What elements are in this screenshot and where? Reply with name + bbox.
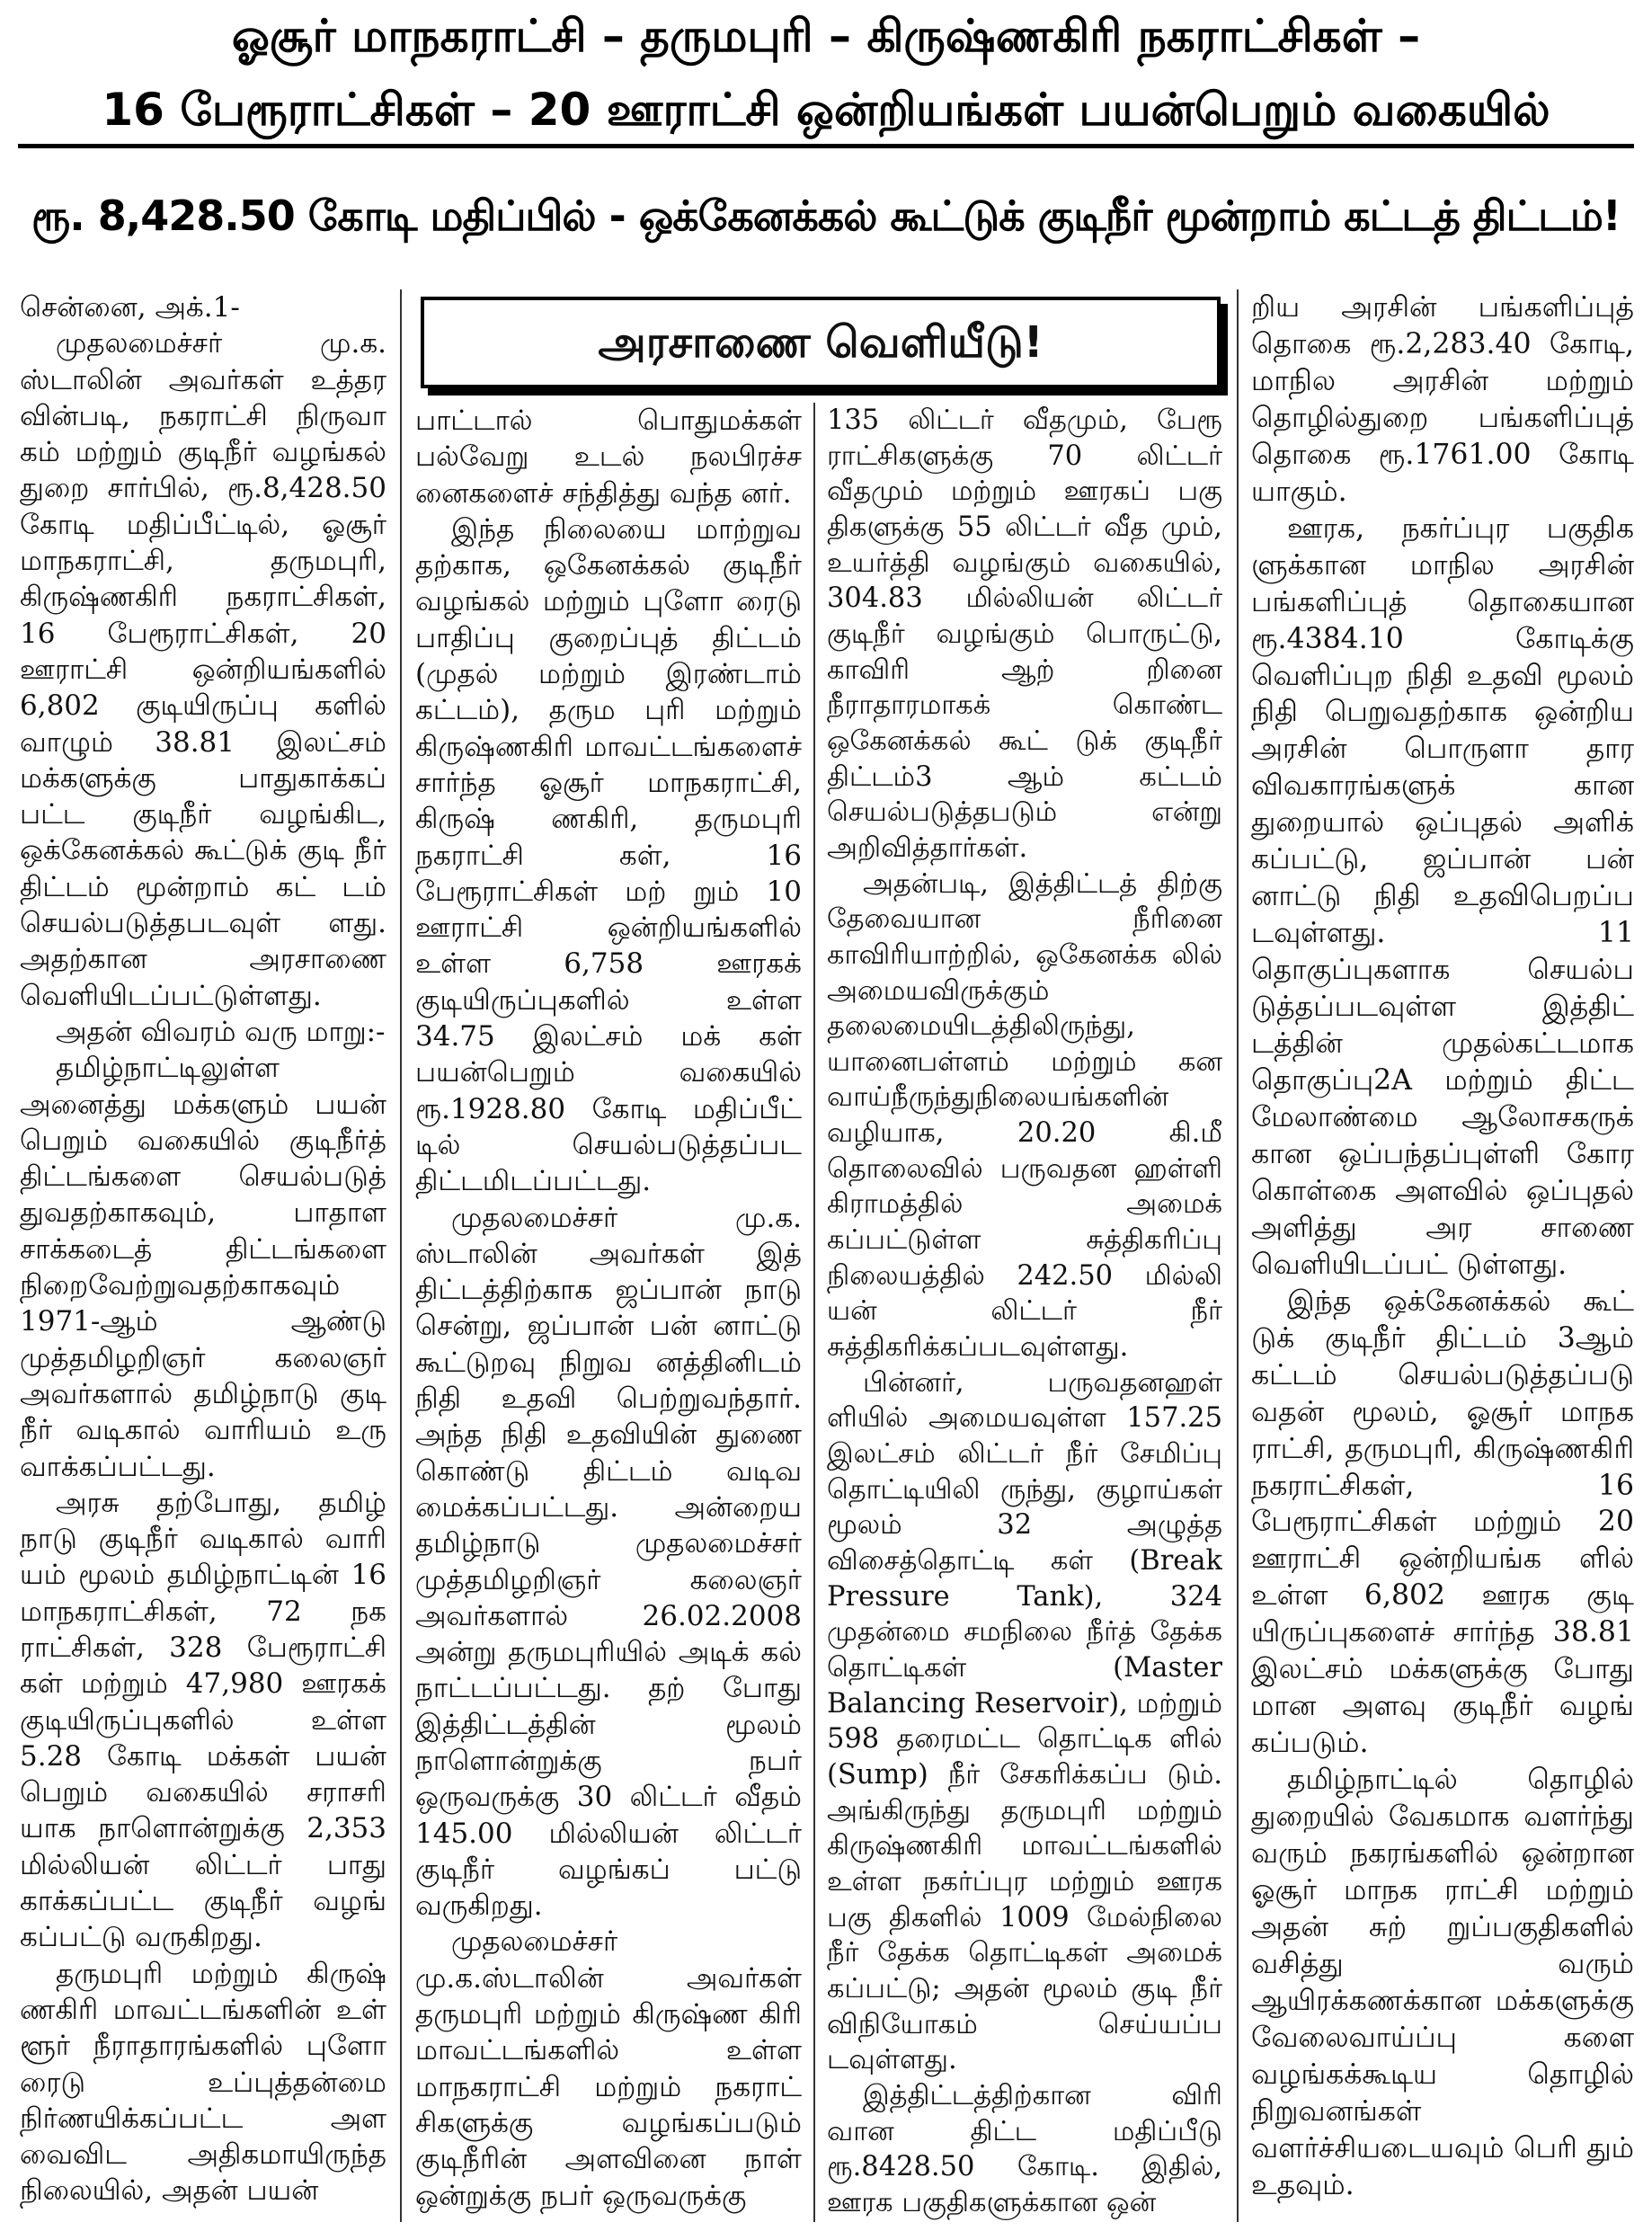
article-paragraph: இத்திட்டத்திற்கான விரி வான திட்ட மதிப்பீடு ரூ.8428.50 கோடி. இதில், ஊரக பகுதிகளுக்கான ஒன் xyxy=(827,2079,1222,2218)
article-paragraph: பின்னர், பருவதனஹள் ளியில் அமையவுள்ள 157.25 இலட்சம் லிட்டர் நீர் சேமிப்பு தொட்டியிலி ருந்து, குழாய்கள் மூலம் 32 அழுத்த விசைத்தொட்டி கள் (Break Pressure Tank), 324 முதன்மை சமநிலை நீர்த் தேக்க தொட்டிகள் (Master Balancing Reservoir), மற்றும் 598 தரைமட்ட தொட்டிக ளில் (Sump) நீர் சேகரிக்கப்ப டும். அங்கிருந்து தருமபுரி மற்றும் கிருஷ்ணகிரி மாவட்டங்களில் உள்ள நகர்ப்புர மற்றும் ஊரக பகு திகளில் 1009 மேல்நிலை நீர் தேக்க தொட்டிகள் அமைக் கப்பட்டு; அதன் மூலம் குடி நீர் விநியோகம் செய்யப்ப டவுள்ளது. xyxy=(827,1366,1222,2076)
headline-main: ரூ. 8,428.50 கோடி மதிப்பில் - ஒக்கேனக்கல் கூட்டுக் குடிநீர் மூன்றாம் கட்டத் திட்டம்! xyxy=(31,191,1621,240)
article-column-3 xyxy=(827,403,1222,2222)
article-paragraph: முதலமைச்சர் மு.க.ஸ்டாலின் அவர்கள் தருமபுரி மற்றும் கிருஷ்ண கிரி மாவட்டங்களில் உள்ள மாநகராட்சி மற்றும் நகராட் சிகளுக்கு வழங்கப்படும் குடிநீரின் அளவினை நாள் ஒன்றுக்கு நபர் ஒருவருக்கு xyxy=(415,1925,802,2212)
article-paragraph: ஊரக, நகர்ப்புர பகுதிக ளுக்கான மாநில அரசின் பங்களிப்புத் தொகையான ரூ.4384.10 கோடிக்கு வெளிப்புற நிதி உதவி மூலம் நிதி பெறுவதற்காக ஒன்றிய அரசின் பொருளா தார விவகாரங்களுக் கான துறையால் ஒப்புதல் அளிக் கப்பட்டு, ஜப்பான் பன் னாட்டு நிதி உதவிபெறப்ப டவுள்ளது. 11 தொகுப்புகளாக செயல்ப டுத்தப்படவுள்ள இத்திட் டத்தின் முதல்கட்டமாக தொகுப்பு2A மற்றும் திட்ட மேலாண்மை ஆலோசகருக் கான ஒப்பந்தப்புள்ளி கோர கொள்கை அளவில் ஒப்புதல் அளித்து அர சாணை வெளியிடப்பட் டுள்ளது. xyxy=(1251,511,1634,1281)
article-paragraph: முதலமைச்சர் மு.க. ஸ்டாலின் அவர்கள் உத்தர வின்படி, நகராட்சி நிருவா கம் மற்றும் குடிநீர் வழங்கல் துறை சார்பில், ரூ.8,428.50 கோடி மதிப்பீட்டில், ஓசூர் மாநகராட்சி, தருமபுரி, கிருஷ்ணகிரி நகராட்சிகள், 16 பேரூராட்சிகள், 20 ஊராட்சி ஒன்றியங்களில் 6,802 குடியிருப்பு களில் வாழும் 38.81 இலட்சம் மக்களுக்கு பாதுகாக்கப் பட்ட குடிநீர் வழங்கிட, ஒக்கேனக்கல் கூட்டுக் குடி நீர் திட்டம் மூன்றாம் கட் டம் செயல்படுத்தபடவுள் ளது. அதற்கான அரசாணை வெளியிடப்பட்டுள்ளது. xyxy=(20,327,386,1012)
article-paragraph: இந்த நிலையை மாற்றுவ தற்காக, ஒகேனக்கல் குடிநீர் வழங்கல் மற்றும் புளோ ரைடு பாதிப்பு குறைப்புத் திட்டம் (முதல் மற்றும் இரண்டாம் கட்டம்), தரும புரி மற்றும் கிருஷ்ணகிரி மாவட்டங்களைச் சார்ந்த ஓசூர் மாநகராட்சி, கிருஷ் ணகிரி, தருமபுரி நகராட்சி கள், 16 பேரூராட்சிகள் மற் றும் 10 ஊராட்சி ஒன்றியங்களில் உள்ள 6,758 ஊரகக் குடியிருப்புகளில் உள்ள 34.75 இலட்சம் மக் கள் பயன்பெறும் வகையில் ரூ.1928.80 கோடி மதிப்பீட் டில் செயல்படுத்தப்பட திட்டமிடப்பட்டது. xyxy=(415,512,802,1198)
column-divider xyxy=(400,289,402,2222)
article-paragraph: தமிழ்நாட்டில் தொழில் துறையில் வேகமாக வளர்ந்து வரும் நகரங்களில் ஒன்றான ஓசூர் மாநக ராட்சி மற்றும் அதன் சுற் றுப்பகுதிகளில் வசித்து வரும் ஆயிரக்கணக்கான மக்களுக்கு வேலைவாய்ப்பு களை வழங்கக்கூடிய தொழில் நிறுவனங்கள் வளர்ச்சியடையவும் பெரி தும் உதவும். xyxy=(1251,1764,1634,2201)
article-paragraph: இந்த ஒக்கேனக்கல் கூட் டுக் குடிநீர் திட்டம் 3ஆம் கட்டம் செயல்படுத்தப்படு வதன் மூலம், ஓசூர் மாநக ராட்சி, தருமபுரி, கிருஷ்ணகிரி நகராட்சிகள், 16 பேரூராட்சிகள் மற்றும் 20 ஊராட்சி ஒன்றியங்க ளில் உள்ள 6,802 ஊரக குடி யிருப்புகளைச் சார்ந்த 38.81 இலட்சம் மக்களுக்கு போது மான அளவு குடிநீர் வழங் கப்படும். xyxy=(1251,1284,1634,1760)
article-paragraph: அரசு தற்போது, தமிழ் நாடு குடிநீர் வடிகால் வாரி யம் மூலம் தமிழ்நாட்டின் 16 மாநகராட்சிகள், 72 நக ராட்சிகள், 328 பேரூராட்சி கள் மற்றும் 47,980 ஊரகக் குடியிருப்புகளில் உள்ள 5.28 கோடி மக்கள் பயன் பெறும் வகையில் சராசரி யாக நாளொன்றுக்கு 2,353 மில்லியன் லிட்டர் பாது காக்கப்பட்ட குடிநீர் வழங் கப்பட்டு வருகிறது. xyxy=(20,1486,386,1954)
article-paragraph: றிய அரசின் பங்களிப்புத் தொகை ரூ.2,283.40 கோடி, மாநில அரசின் மற்றும் தொழில்துறை பங்களிப்புத் தொகை ரூ.1761.00 கோடி யாகும். xyxy=(1251,291,1634,508)
column-divider xyxy=(1237,289,1239,2222)
article-paragraph: முதலமைச்சர் மு.க. ஸ்டாலின் அவர்கள் இத் திட்டத்திற்காக ஜப்பான் நாடு சென்று, ஜப்பான் பன் னாட்டு கூட்டுறவு நிறுவ னத்தினிடம் நிதி உதவி பெற்றுவந்தார். அந்த நிதி உதவியின் துணை கொண்டு திட்டம் வடிவ மைக்கப்பட்டது. அன்றைய தமிழ்நாடு முதலமைச்சர் முத்தமிழறிஞர் கலைஞர் அவர்களால் 26.02.2008 அன்று தருமபுரியில் அடிக் கல் நாட்டப்பட்டது. தற் போது இத்திட்டத்தின் மூலம் நாளொன்றுக்கு நபர் ஒருவருக்கு 30 லிட்டர் வீதம் 145.00 மில்லியன் லிட்டர் குடிநீர் வழங்கப் பட்டு வருகிறது. xyxy=(415,1201,802,1923)
article-paragraph: சென்னை, அக்.1- xyxy=(20,291,240,324)
article-column-4 xyxy=(1251,289,1634,2222)
article-paragraph: பாட்டால் பொதுமக்கள் பல்வேறு உடல் நலபிரச்ச னைகளைச் சந்தித்து வந்த னர். xyxy=(415,404,802,510)
article-paragraph: அதன் விவரம் வரு மாறு:- xyxy=(56,1015,386,1048)
article-column-2 xyxy=(415,403,802,2222)
article-paragraph: தருமபுரி மற்றும் கிருஷ் ணகிரி மாவட்டங்களின் உள் ளூர் நீராதாரங்களில் புளோ ரைடு உப்புத்தன்மை நிர்ணயிக்கப்பட்ட அள வைவிட அதிகமாயிருந்த நிலையில், அதன் பயன் xyxy=(20,1957,386,2208)
subheadline-box: அரசாணை வெளியீடு! xyxy=(421,297,1221,388)
headline-line-1: ஓசூர் மாநகராட்சி – தருமபுரி – கிருஷ்ணகிரி நகராட்சிகள் – xyxy=(231,10,1421,62)
column-divider xyxy=(813,403,815,2222)
article-column-1 xyxy=(20,289,386,2222)
headline-line-2: 16 பேரூராட்சிகள் – 20 ஊராட்சி ஒன்றியங்கள் பயன்பெறும் வகையில் xyxy=(18,76,1634,148)
article-paragraph: 135 லிட்டர் வீதமும், பேரூ ராட்சிகளுக்கு 70 லிட்டர் வீதமும் மற்றும் ஊரகப் பகு திகளுக்கு 55 லிட்டர் வீத மும், உயர்த்தி வழங்கும் வகையில், 304.83 மில்லியன் லிட்டர் குடிநீர் வழங்கும் பொருட்டு, காவிரி ஆற் றினை நீராதாரமாகக் கொண்ட ஒகேனக்கல் கூட் டுக் குடிநீர் திட்டம்3 ஆம் கட்டம் செயல்படுத்தபடும் என்று அறிவித்தார்கள். xyxy=(827,404,1222,864)
article-paragraph: அதன்படி, இத்திட்டத் திற்கு தேவையான நீரினை காவிரியாற்றில், ஒகேனக்க லில் அமையவிருக்கும் தலைமையிடத்திலிருந்து, யானைபள்ளம் மற்றும் கன வாய்நீருந்துநிலையங்களின் வழியாக, 20.20 கி.மீ தொலைவில் பருவதன ஹள்ளி கிராமத்தில் அமைக் கப்பட்டுள்ள சுத்திகரிப்பு நிலையத்தில் 242.50 மில்லி யன் லிட்டர் நீர் சுத்திகரிக்கப்படவுள்ளது. xyxy=(827,867,1222,1364)
article-paragraph: தமிழ்நாட்டிலுள்ள அனைத்து மக்களும் பயன் பெறும் வகையில் குடிநீர்த் திட்டங்களை செயல்படுத் துவதற்காகவும், பாதாள சாக்கடைத் திட்டங்களை நிறைவேற்றுவதற்காகவும் 1971-ஆம் ஆண்டு முத்தமிழறிஞர் கலைஞர் அவர்களால் தமிழ்நாடு குடி நீர் வடிகால் வாரியம் உரு வாக்கப்பட்டது. xyxy=(20,1052,386,1483)
